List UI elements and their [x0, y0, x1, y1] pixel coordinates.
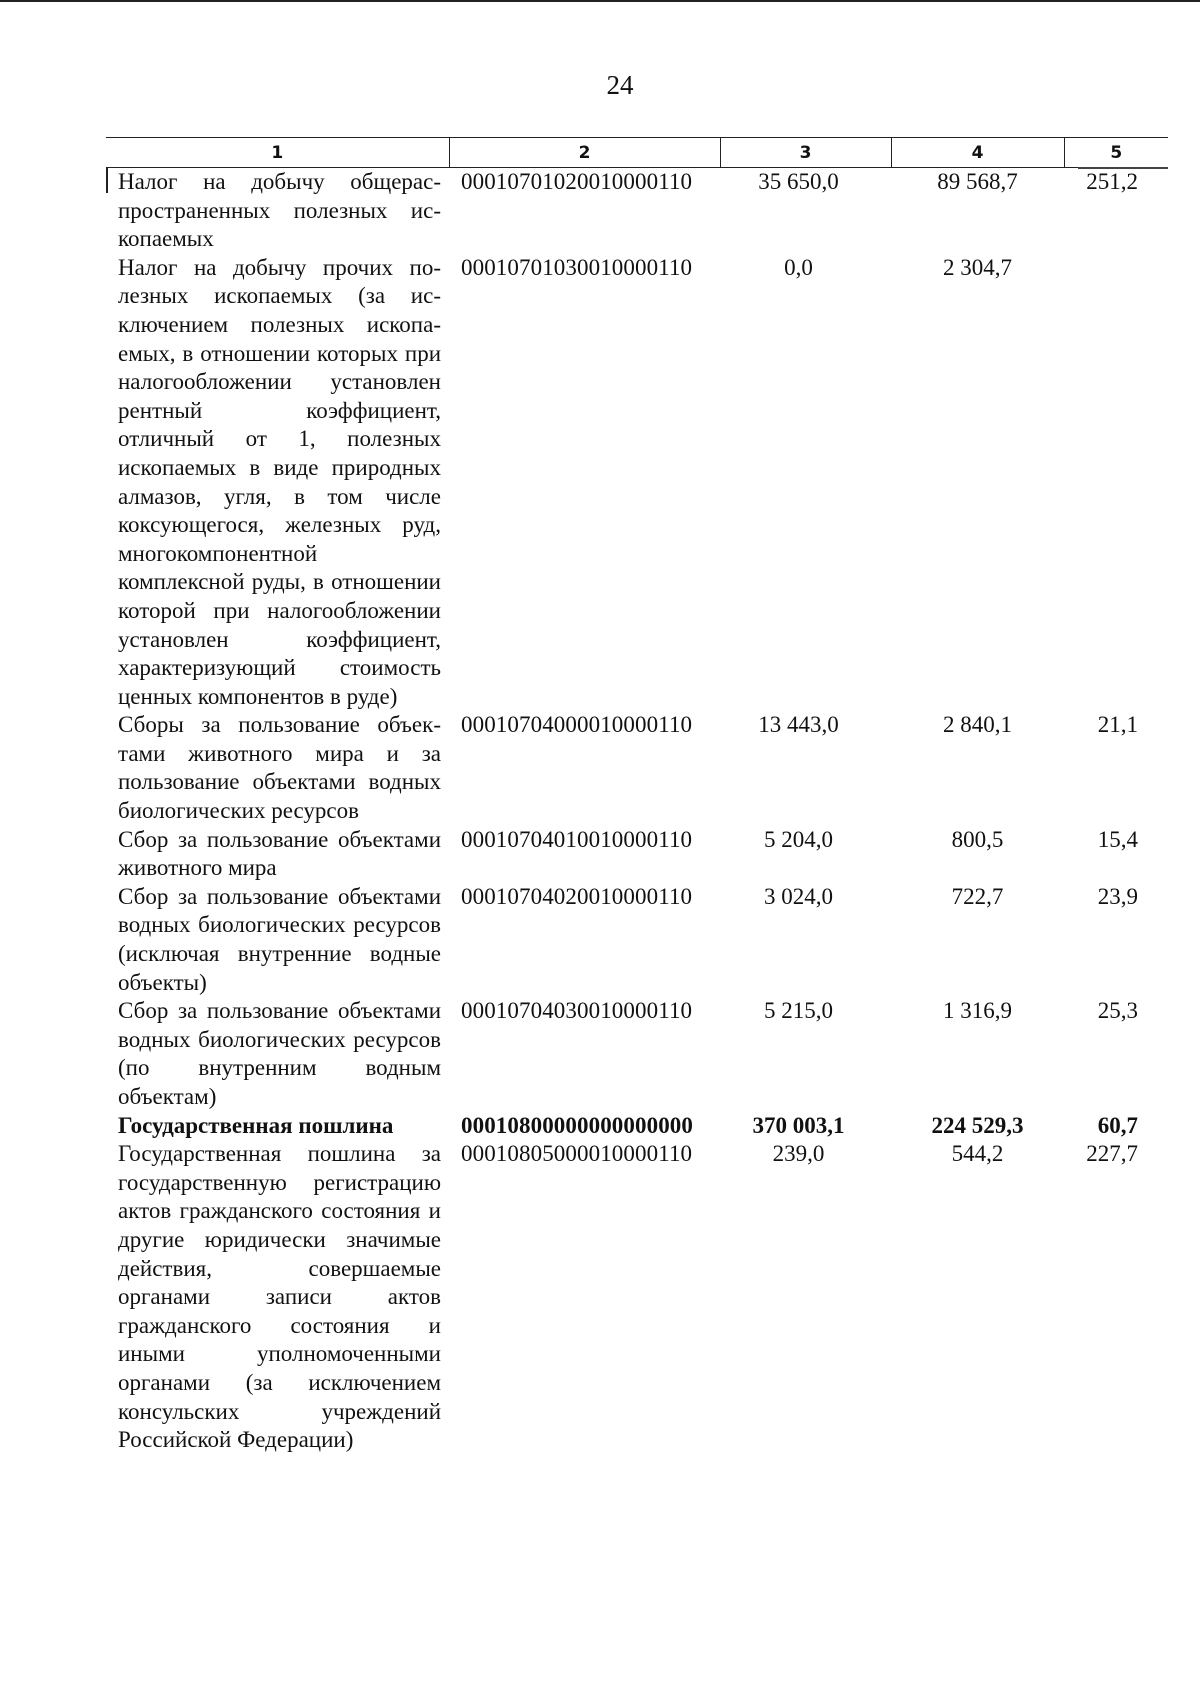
- row-code-cell: 00010805000010000110: [461, 1141, 693, 1167]
- table-row: [106, 1140, 1168, 1455]
- row-col4-value: 224 529,3: [931, 1112, 1024, 1138]
- row-col5-value: 21,1: [1097, 712, 1138, 738]
- table-header: [106, 138, 1168, 168]
- row-col4-value: 722,7: [951, 883, 1004, 909]
- row-name-cell: Сбор за пользование объектами водных биологических ресурсов (по внутренним водным объектам): [118, 998, 441, 1109]
- row-col3-value: 0,0: [784, 254, 813, 280]
- row-col3-value: 5 204,0: [764, 826, 833, 852]
- row-code-cell: 00010704010010000110: [461, 826, 693, 852]
- table-row: [106, 168, 1168, 254]
- first-row-col5-rule: [1078, 167, 1168, 169]
- header-col-1: 1: [106, 138, 449, 168]
- row-col4-value: 2 840,1: [943, 712, 1012, 738]
- row-name-cell: Государственная пошлина за государственную регистрацию актов гражданского состояния и другие юридически значимые действия, совершаемые органами записи актов гражданского состояния и иными уполномоченными органами (за исключением консульских учреждений Российской Федерации): [118, 1141, 441, 1453]
- header-col-4: 4: [891, 138, 1064, 168]
- table-row: [106, 711, 1168, 825]
- budget-table: [106, 137, 1168, 1455]
- table-row: [106, 883, 1168, 997]
- row-col3-value: 5 215,0: [764, 998, 833, 1024]
- row-code-cell: 00010704020010000110: [461, 883, 693, 909]
- row-col5-value: 60,7: [1097, 1112, 1138, 1138]
- row-col5-value: 23,9: [1097, 883, 1138, 909]
- row-name-cell: Государственная пошлина: [118, 1112, 394, 1138]
- row-code-cell: 00010701020010000110: [461, 169, 693, 194]
- page-number: 24: [606, 70, 634, 100]
- row-col4-value: 544,2: [951, 1141, 1004, 1167]
- header-row: [106, 138, 1168, 168]
- page-top-border: [0, 0, 1200, 2]
- table-row: [106, 1112, 1168, 1141]
- header-col-3: 3: [720, 138, 891, 168]
- first-row-left-rule: [106, 167, 108, 193]
- row-name-cell: Налог на добычу общераспространенных полезных ископаемых: [118, 169, 441, 252]
- row-code-cell: 00010701030010000110: [461, 254, 693, 280]
- row-name-cell: Сборы за пользование объектами животного мира и за пользование объектами водных биологических ресурсов: [118, 712, 441, 824]
- row-col5-value: 15,4: [1097, 826, 1138, 852]
- table-row: [106, 826, 1168, 883]
- row-col4-value: 89 568,7: [937, 169, 1018, 194]
- header-col-5: 5: [1064, 138, 1168, 168]
- table-body: [106, 168, 1168, 1455]
- row-col5-value: 227,7: [1086, 1141, 1138, 1167]
- row-col3-value: 239,0: [772, 1141, 825, 1167]
- row-code-cell: 00010704000010000110: [461, 712, 693, 738]
- budget-table-container: [106, 137, 1168, 1455]
- row-col3-value: 3 024,0: [764, 883, 833, 909]
- row-name-cell: Сбор за пользование объектами животного мира: [118, 826, 441, 881]
- row-col5-value: 251,2: [1086, 169, 1138, 194]
- table-row: [106, 254, 1168, 712]
- row-code-cell: 00010704030010000110: [461, 998, 693, 1024]
- row-col4-value: 2 304,7: [943, 254, 1012, 280]
- row-name-cell: Сбор за пользование объектами водных биологических ресурсов (исключая внутренние водные объекты): [118, 883, 441, 995]
- row-col4-value: 1 316,9: [943, 998, 1012, 1024]
- row-code-cell: 00010800000000000000: [461, 1112, 693, 1138]
- row-col5-value: 25,3: [1097, 998, 1138, 1024]
- row-col3-value: 370 003,1: [752, 1112, 845, 1138]
- row-name-cell: Налог на добычу прочих полезных ископаемых (за исключением полезных ископаемых, в отношении которых при налогообложении установлен рентный коэффициент, отличный от 1, полезных ископаемых в виде природных алмазов, угля, в том числе коксующегося, железных руд, многокомпонентной комплексной руды, в отношении которой при налогообложении установлен коэффициент, характеризующий стоимость ценных компонентов в руде): [118, 254, 441, 709]
- header-col-2: 2: [449, 138, 720, 168]
- row-col3-value: 13 443,0: [758, 712, 839, 738]
- row-col3-value: 35 650,0: [758, 169, 839, 194]
- table-row: [106, 997, 1168, 1111]
- row-col4-value: 800,5: [951, 826, 1004, 852]
- row-col5-value: [1064, 254, 1168, 712]
